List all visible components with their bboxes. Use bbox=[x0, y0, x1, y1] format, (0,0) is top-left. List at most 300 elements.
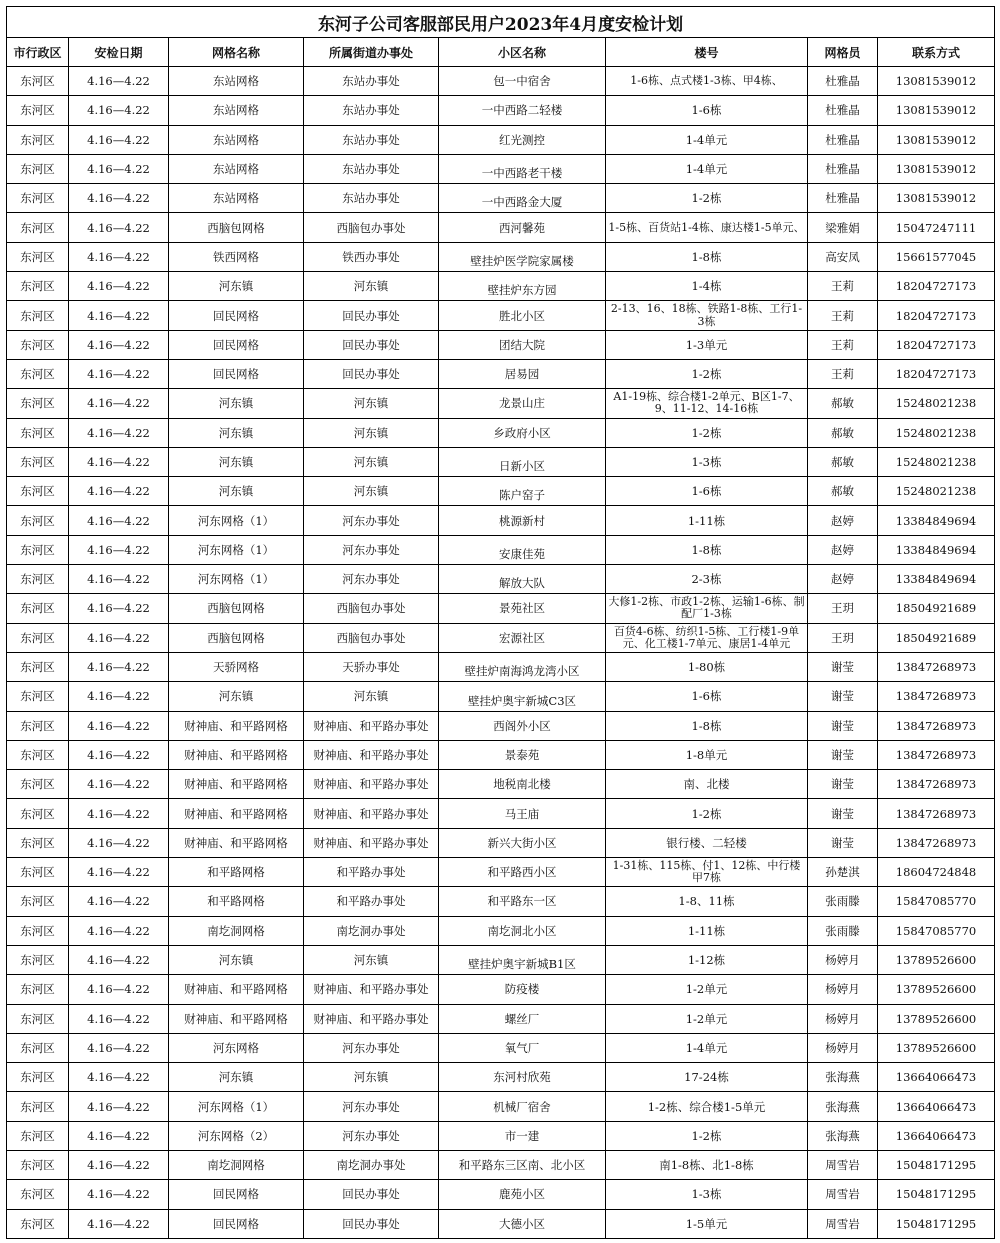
grid-name-cell: 回民网格 bbox=[169, 1209, 304, 1238]
worker-cell: 王莉 bbox=[808, 272, 878, 301]
grid-name-cell: 财神庙、和平路网格 bbox=[169, 828, 304, 857]
community-cell: 地税南北楼 bbox=[439, 770, 606, 799]
office-cell: 河东镇 bbox=[304, 945, 439, 974]
community-cell: 景苑社区 bbox=[439, 594, 606, 623]
table-row bbox=[7, 799, 995, 828]
header-contact: 联系方式 bbox=[878, 38, 995, 67]
contact-cell: 13847268973 bbox=[878, 770, 995, 799]
office-cell: 东站办事处 bbox=[304, 125, 439, 154]
community-cell: 市一建 bbox=[439, 1121, 606, 1150]
table-row bbox=[7, 301, 995, 330]
worker-cell: 杨婷月 bbox=[808, 945, 878, 974]
worker-cell: 杜雅晶 bbox=[808, 184, 878, 213]
worker-cell: 梁雅娟 bbox=[808, 213, 878, 242]
contact-cell: 13789526600 bbox=[878, 1033, 995, 1062]
worker-cell: 郝敏 bbox=[808, 418, 878, 447]
date-cell: 4.16—4.22 bbox=[69, 447, 169, 476]
district-cell: 东河区 bbox=[7, 389, 69, 418]
date-cell: 4.16—4.22 bbox=[69, 154, 169, 183]
buildings-cell: 2-13、16、18栋、铁路1-8栋、工行1-3栋 bbox=[606, 301, 808, 330]
office-cell: 河东办事处 bbox=[304, 565, 439, 594]
buildings-cell: 1-4栋 bbox=[606, 272, 808, 301]
community-cell: 南圪洞北小区 bbox=[439, 916, 606, 945]
date-cell: 4.16—4.22 bbox=[69, 418, 169, 447]
district-cell: 东河区 bbox=[7, 96, 69, 125]
district-cell: 东河区 bbox=[7, 359, 69, 388]
buildings-cell: 1-2单元 bbox=[606, 975, 808, 1004]
community-cell: 一中西路金大厦 bbox=[439, 184, 606, 213]
office-cell: 河东办事处 bbox=[304, 535, 439, 564]
table-row bbox=[7, 945, 995, 974]
grid-name-cell: 西脑包网格 bbox=[169, 623, 304, 652]
contact-cell: 18204727173 bbox=[878, 359, 995, 388]
header-grid-worker: 网格员 bbox=[808, 38, 878, 67]
district-cell: 东河区 bbox=[7, 740, 69, 769]
office-cell: 回民办事处 bbox=[304, 1180, 439, 1209]
table-row bbox=[7, 447, 995, 476]
community-cell: 马王庙 bbox=[439, 799, 606, 828]
district-cell: 东河区 bbox=[7, 184, 69, 213]
office-cell: 回民办事处 bbox=[304, 330, 439, 359]
table-row bbox=[7, 565, 995, 594]
contact-cell: 13847268973 bbox=[878, 711, 995, 740]
table-row bbox=[7, 1209, 995, 1238]
date-cell: 4.16—4.22 bbox=[69, 1004, 169, 1033]
date-cell: 4.16—4.22 bbox=[69, 799, 169, 828]
community-cell: 团结大院 bbox=[439, 330, 606, 359]
community-cell: 红光测控 bbox=[439, 125, 606, 154]
date-cell: 4.16—4.22 bbox=[69, 594, 169, 623]
header-subdistrict-office: 所属街道办事处 bbox=[304, 38, 439, 67]
worker-cell: 王玥 bbox=[808, 594, 878, 623]
community-cell: 陈户窑子 bbox=[439, 477, 606, 506]
district-cell: 东河区 bbox=[7, 213, 69, 242]
grid-name-cell: 河东镇 bbox=[169, 945, 304, 974]
community-cell: 壁挂炉东方园 bbox=[439, 272, 606, 301]
date-cell: 4.16—4.22 bbox=[69, 242, 169, 271]
table-row bbox=[7, 330, 995, 359]
table-row bbox=[7, 1092, 995, 1121]
table-row bbox=[7, 652, 995, 681]
grid-name-cell: 财神庙、和平路网格 bbox=[169, 740, 304, 769]
contact-cell: 13384849694 bbox=[878, 535, 995, 564]
grid-name-cell: 西脑包网格 bbox=[169, 594, 304, 623]
buildings-cell: 1-2栋 bbox=[606, 184, 808, 213]
worker-cell: 谢莹 bbox=[808, 711, 878, 740]
worker-cell: 郝敏 bbox=[808, 447, 878, 476]
grid-name-cell: 和平路网格 bbox=[169, 858, 304, 887]
office-cell: 财神庙、和平路办事处 bbox=[304, 711, 439, 740]
contact-cell: 13081539012 bbox=[878, 125, 995, 154]
office-cell: 铁西办事处 bbox=[304, 242, 439, 271]
worker-cell: 张雨滕 bbox=[808, 887, 878, 916]
grid-name-cell: 铁西网格 bbox=[169, 242, 304, 271]
worker-cell: 杜雅晶 bbox=[808, 125, 878, 154]
grid-name-cell: 天骄网格 bbox=[169, 652, 304, 681]
community-cell: 桃源新村 bbox=[439, 506, 606, 535]
buildings-cell: 1-6栋 bbox=[606, 682, 808, 711]
header-district: 市行政区 bbox=[7, 38, 69, 67]
office-cell: 财神庙、和平路办事处 bbox=[304, 740, 439, 769]
date-cell: 4.16—4.22 bbox=[69, 213, 169, 242]
grid-name-cell: 河东网格（1） bbox=[169, 1092, 304, 1121]
table-row bbox=[7, 1121, 995, 1150]
table-row bbox=[7, 594, 995, 623]
district-cell: 东河区 bbox=[7, 67, 69, 96]
date-cell: 4.16—4.22 bbox=[69, 975, 169, 1004]
date-cell: 4.16—4.22 bbox=[69, 330, 169, 359]
worker-cell: 王莉 bbox=[808, 330, 878, 359]
district-cell: 东河区 bbox=[7, 330, 69, 359]
contact-cell: 13847268973 bbox=[878, 682, 995, 711]
contact-cell: 15661577045 bbox=[878, 242, 995, 271]
office-cell: 和平路办事处 bbox=[304, 858, 439, 887]
contact-cell: 18604724848 bbox=[878, 858, 995, 887]
grid-name-cell: 河东网格（2） bbox=[169, 1121, 304, 1150]
date-cell: 4.16—4.22 bbox=[69, 623, 169, 652]
office-cell: 回民办事处 bbox=[304, 301, 439, 330]
worker-cell: 谢莹 bbox=[808, 828, 878, 857]
buildings-cell: 1-3栋 bbox=[606, 1180, 808, 1209]
buildings-cell: 1-2栋 bbox=[606, 1121, 808, 1150]
grid-name-cell: 财神庙、和平路网格 bbox=[169, 799, 304, 828]
grid-name-cell: 回民网格 bbox=[169, 330, 304, 359]
table-row bbox=[7, 975, 995, 1004]
district-cell: 东河区 bbox=[7, 1150, 69, 1179]
buildings-cell: 1-3单元 bbox=[606, 330, 808, 359]
grid-name-cell: 东站网格 bbox=[169, 96, 304, 125]
contact-cell: 15847085770 bbox=[878, 887, 995, 916]
community-cell: 东河村欣苑 bbox=[439, 1063, 606, 1092]
district-cell: 东河区 bbox=[7, 301, 69, 330]
contact-cell: 15248021238 bbox=[878, 447, 995, 476]
buildings-cell: 南1-8栋、北1-8栋 bbox=[606, 1150, 808, 1179]
table-row bbox=[7, 477, 995, 506]
office-cell: 天骄办事处 bbox=[304, 652, 439, 681]
grid-name-cell: 南圪洞网格 bbox=[169, 916, 304, 945]
date-cell: 4.16—4.22 bbox=[69, 1063, 169, 1092]
table-row bbox=[7, 389, 995, 418]
table-row bbox=[7, 535, 995, 564]
district-cell: 东河区 bbox=[7, 887, 69, 916]
worker-cell: 郝敏 bbox=[808, 477, 878, 506]
office-cell: 河东办事处 bbox=[304, 1092, 439, 1121]
contact-cell: 15047247111 bbox=[878, 213, 995, 242]
contact-cell: 15847085770 bbox=[878, 916, 995, 945]
date-cell: 4.16—4.22 bbox=[69, 272, 169, 301]
grid-name-cell: 东站网格 bbox=[169, 125, 304, 154]
buildings-cell: 1-4单元 bbox=[606, 125, 808, 154]
worker-cell: 郝敏 bbox=[808, 389, 878, 418]
date-cell: 4.16—4.22 bbox=[69, 1121, 169, 1150]
contact-cell: 15248021238 bbox=[878, 418, 995, 447]
office-cell: 西脑包办事处 bbox=[304, 623, 439, 652]
worker-cell: 张海燕 bbox=[808, 1063, 878, 1092]
worker-cell: 张海燕 bbox=[808, 1121, 878, 1150]
table-row bbox=[7, 682, 995, 711]
table-row bbox=[7, 916, 995, 945]
community-cell: 西河馨苑 bbox=[439, 213, 606, 242]
date-cell: 4.16—4.22 bbox=[69, 828, 169, 857]
buildings-cell: 1-11栋 bbox=[606, 916, 808, 945]
district-cell: 东河区 bbox=[7, 799, 69, 828]
community-cell: 机械厂宿舍 bbox=[439, 1092, 606, 1121]
contact-cell: 15048171295 bbox=[878, 1150, 995, 1179]
table-row bbox=[7, 711, 995, 740]
worker-cell: 赵婷 bbox=[808, 535, 878, 564]
district-cell: 东河区 bbox=[7, 623, 69, 652]
contact-cell: 13384849694 bbox=[878, 506, 995, 535]
office-cell: 南圪洞办事处 bbox=[304, 1150, 439, 1179]
date-cell: 4.16—4.22 bbox=[69, 711, 169, 740]
header-date: 安检日期 bbox=[69, 38, 169, 67]
worker-cell: 谢莹 bbox=[808, 740, 878, 769]
table-row bbox=[7, 184, 995, 213]
worker-cell: 张海燕 bbox=[808, 1092, 878, 1121]
grid-name-cell: 河东镇 bbox=[169, 389, 304, 418]
date-cell: 4.16—4.22 bbox=[69, 682, 169, 711]
worker-cell: 赵婷 bbox=[808, 565, 878, 594]
district-cell: 东河区 bbox=[7, 1033, 69, 1062]
contact-cell: 13384849694 bbox=[878, 565, 995, 594]
office-cell: 财神庙、和平路办事处 bbox=[304, 828, 439, 857]
table-row bbox=[7, 1180, 995, 1209]
date-cell: 4.16—4.22 bbox=[69, 740, 169, 769]
worker-cell: 王莉 bbox=[808, 301, 878, 330]
office-cell: 河东镇 bbox=[304, 682, 439, 711]
table-row bbox=[7, 740, 995, 769]
district-cell: 东河区 bbox=[7, 1121, 69, 1150]
contact-cell: 13081539012 bbox=[878, 67, 995, 96]
grid-name-cell: 河东镇 bbox=[169, 447, 304, 476]
community-cell: 和平路西小区 bbox=[439, 858, 606, 887]
contact-cell: 18204727173 bbox=[878, 330, 995, 359]
office-cell: 和平路办事处 bbox=[304, 887, 439, 916]
table-row bbox=[7, 887, 995, 916]
table-row bbox=[7, 67, 995, 96]
office-cell: 财神庙、和平路办事处 bbox=[304, 770, 439, 799]
table-row bbox=[7, 418, 995, 447]
district-cell: 东河区 bbox=[7, 1063, 69, 1092]
community-cell: 和平路东三区南、北小区 bbox=[439, 1150, 606, 1179]
grid-name-cell: 财神庙、和平路网格 bbox=[169, 1004, 304, 1033]
worker-cell: 杨婷月 bbox=[808, 1033, 878, 1062]
date-cell: 4.16—4.22 bbox=[69, 184, 169, 213]
district-cell: 东河区 bbox=[7, 477, 69, 506]
district-cell: 东河区 bbox=[7, 565, 69, 594]
office-cell: 河东办事处 bbox=[304, 1033, 439, 1062]
community-cell: 解放大队 bbox=[439, 565, 606, 594]
grid-name-cell: 河东网格（1） bbox=[169, 565, 304, 594]
worker-cell: 谢莹 bbox=[808, 652, 878, 681]
office-cell: 西脑包办事处 bbox=[304, 213, 439, 242]
community-cell: 居易园 bbox=[439, 359, 606, 388]
date-cell: 4.16—4.22 bbox=[69, 858, 169, 887]
district-cell: 东河区 bbox=[7, 418, 69, 447]
table-row bbox=[7, 359, 995, 388]
district-cell: 东河区 bbox=[7, 858, 69, 887]
table-row bbox=[7, 1150, 995, 1179]
worker-cell: 杨婷月 bbox=[808, 1004, 878, 1033]
office-cell: 东站办事处 bbox=[304, 67, 439, 96]
buildings-cell: A1-19栋、综合楼1-2单元、B区1-7、9、11-12、14-16栋 bbox=[606, 389, 808, 418]
buildings-cell: 1-6栋、点式楼1-3栋、甲4栋、 bbox=[606, 67, 808, 96]
worker-cell: 谢莹 bbox=[808, 770, 878, 799]
buildings-cell: 17-24栋 bbox=[606, 1063, 808, 1092]
grid-name-cell: 和平路网格 bbox=[169, 887, 304, 916]
grid-name-cell: 西脑包网格 bbox=[169, 213, 304, 242]
office-cell: 东站办事处 bbox=[304, 184, 439, 213]
community-cell: 螺丝厂 bbox=[439, 1004, 606, 1033]
header-grid-name: 网格名称 bbox=[169, 38, 304, 67]
buildings-cell: 1-8栋 bbox=[606, 535, 808, 564]
grid-name-cell: 回民网格 bbox=[169, 1180, 304, 1209]
date-cell: 4.16—4.22 bbox=[69, 506, 169, 535]
grid-name-cell: 财神庙、和平路网格 bbox=[169, 711, 304, 740]
date-cell: 4.16—4.22 bbox=[69, 389, 169, 418]
district-cell: 东河区 bbox=[7, 916, 69, 945]
buildings-cell: 1-4单元 bbox=[606, 154, 808, 183]
buildings-cell: 1-8、11栋 bbox=[606, 887, 808, 916]
grid-name-cell: 东站网格 bbox=[169, 67, 304, 96]
district-cell: 东河区 bbox=[7, 594, 69, 623]
date-cell: 4.16—4.22 bbox=[69, 1092, 169, 1121]
contact-cell: 13789526600 bbox=[878, 1004, 995, 1033]
grid-name-cell: 河东网格（1） bbox=[169, 535, 304, 564]
contact-cell: 13081539012 bbox=[878, 154, 995, 183]
table-row bbox=[7, 1063, 995, 1092]
buildings-cell: 1-5栋、百货站1-4栋、康达楼1-5单元、 bbox=[606, 213, 808, 242]
district-cell: 东河区 bbox=[7, 682, 69, 711]
grid-name-cell: 回民网格 bbox=[169, 359, 304, 388]
office-cell: 东站办事处 bbox=[304, 96, 439, 125]
grid-name-cell: 河东镇 bbox=[169, 418, 304, 447]
worker-cell: 周雪岩 bbox=[808, 1180, 878, 1209]
header-building-numbers: 楼号 bbox=[606, 38, 808, 67]
community-cell: 宏源社区 bbox=[439, 623, 606, 652]
date-cell: 4.16—4.22 bbox=[69, 887, 169, 916]
date-cell: 4.16—4.22 bbox=[69, 652, 169, 681]
community-cell: 一中西路老干楼 bbox=[439, 154, 606, 183]
grid-name-cell: 财神庙、和平路网格 bbox=[169, 975, 304, 1004]
community-cell: 新兴大街小区 bbox=[439, 828, 606, 857]
worker-cell: 孙楚淇 bbox=[808, 858, 878, 887]
buildings-cell: 1-6栋 bbox=[606, 96, 808, 125]
buildings-cell: 百货4-6栋、纺织1-5栋、工行楼1-9单元、化工楼1-7单元、康居1-4单元 bbox=[606, 623, 808, 652]
community-cell: 胜北小区 bbox=[439, 301, 606, 330]
table-row bbox=[7, 1033, 995, 1062]
date-cell: 4.16—4.22 bbox=[69, 916, 169, 945]
office-cell: 南圪洞办事处 bbox=[304, 916, 439, 945]
grid-name-cell: 财神庙、和平路网格 bbox=[169, 770, 304, 799]
contact-cell: 13847268973 bbox=[878, 652, 995, 681]
community-cell: 景泰苑 bbox=[439, 740, 606, 769]
office-cell: 河东办事处 bbox=[304, 1121, 439, 1150]
contact-cell: 13081539012 bbox=[878, 184, 995, 213]
office-cell: 东站办事处 bbox=[304, 154, 439, 183]
table-body bbox=[7, 67, 995, 1239]
district-cell: 东河区 bbox=[7, 652, 69, 681]
date-cell: 4.16—4.22 bbox=[69, 359, 169, 388]
worker-cell: 赵婷 bbox=[808, 506, 878, 535]
worker-cell: 王玥 bbox=[808, 623, 878, 652]
contact-cell: 13789526600 bbox=[878, 945, 995, 974]
buildings-cell: 1-8栋 bbox=[606, 711, 808, 740]
contact-cell: 13789526600 bbox=[878, 975, 995, 1004]
office-cell: 河东镇 bbox=[304, 447, 439, 476]
office-cell: 河东镇 bbox=[304, 1063, 439, 1092]
buildings-cell: 1-12栋 bbox=[606, 945, 808, 974]
buildings-cell: 1-2栋、综合楼1-5单元 bbox=[606, 1092, 808, 1121]
table-row bbox=[7, 154, 995, 183]
table-title: 东河子公司客服部民用户2023年4月度安检计划 bbox=[7, 7, 995, 38]
buildings-cell: 1-6栋 bbox=[606, 477, 808, 506]
contact-cell: 15048171295 bbox=[878, 1209, 995, 1238]
buildings-cell: 1-31栋、115栋、付1、12栋、中行楼甲7栋 bbox=[606, 858, 808, 887]
worker-cell: 张雨滕 bbox=[808, 916, 878, 945]
buildings-cell: 1-5单元 bbox=[606, 1209, 808, 1238]
office-cell: 财神庙、和平路办事处 bbox=[304, 799, 439, 828]
grid-name-cell: 东站网格 bbox=[169, 184, 304, 213]
contact-cell: 18504921689 bbox=[878, 623, 995, 652]
worker-cell: 杜雅晶 bbox=[808, 67, 878, 96]
buildings-cell: 南、北楼 bbox=[606, 770, 808, 799]
buildings-cell: 1-3栋 bbox=[606, 447, 808, 476]
date-cell: 4.16—4.22 bbox=[69, 565, 169, 594]
grid-name-cell: 南圪洞网格 bbox=[169, 1150, 304, 1179]
worker-cell: 高安凤 bbox=[808, 242, 878, 271]
district-cell: 东河区 bbox=[7, 447, 69, 476]
grid-name-cell: 河东网格 bbox=[169, 1033, 304, 1062]
district-cell: 东河区 bbox=[7, 1004, 69, 1033]
header-row bbox=[7, 38, 995, 67]
buildings-cell: 1-4单元 bbox=[606, 1033, 808, 1062]
office-cell: 回民办事处 bbox=[304, 1209, 439, 1238]
worker-cell: 王莉 bbox=[808, 359, 878, 388]
worker-cell: 周雪岩 bbox=[808, 1150, 878, 1179]
contact-cell: 13081539012 bbox=[878, 96, 995, 125]
date-cell: 4.16—4.22 bbox=[69, 96, 169, 125]
buildings-cell: 1-11栋 bbox=[606, 506, 808, 535]
grid-name-cell: 回民网格 bbox=[169, 301, 304, 330]
contact-cell: 13664066473 bbox=[878, 1063, 995, 1092]
district-cell: 东河区 bbox=[7, 272, 69, 301]
table-row bbox=[7, 770, 995, 799]
header-community-name: 小区名称 bbox=[439, 38, 606, 67]
district-cell: 东河区 bbox=[7, 945, 69, 974]
community-cell: 壁挂炉奥宇新城B1区 bbox=[439, 945, 606, 974]
office-cell: 河东镇 bbox=[304, 477, 439, 506]
date-cell: 4.16—4.22 bbox=[69, 1033, 169, 1062]
date-cell: 4.16—4.22 bbox=[69, 67, 169, 96]
buildings-cell: 1-2栋 bbox=[606, 359, 808, 388]
office-cell: 河东镇 bbox=[304, 272, 439, 301]
inspection-plan-table bbox=[6, 6, 995, 1239]
district-cell: 东河区 bbox=[7, 1092, 69, 1121]
worker-cell: 杜雅晶 bbox=[808, 96, 878, 125]
community-cell: 大德小区 bbox=[439, 1209, 606, 1238]
date-cell: 4.16—4.22 bbox=[69, 125, 169, 154]
district-cell: 东河区 bbox=[7, 242, 69, 271]
office-cell: 河东镇 bbox=[304, 418, 439, 447]
buildings-cell: 1-2单元 bbox=[606, 1004, 808, 1033]
community-cell: 乡政府小区 bbox=[439, 418, 606, 447]
table-row bbox=[7, 828, 995, 857]
contact-cell: 13847268973 bbox=[878, 799, 995, 828]
contact-cell: 15248021238 bbox=[878, 477, 995, 506]
community-cell: 鹿苑小区 bbox=[439, 1180, 606, 1209]
contact-cell: 15248021238 bbox=[878, 389, 995, 418]
